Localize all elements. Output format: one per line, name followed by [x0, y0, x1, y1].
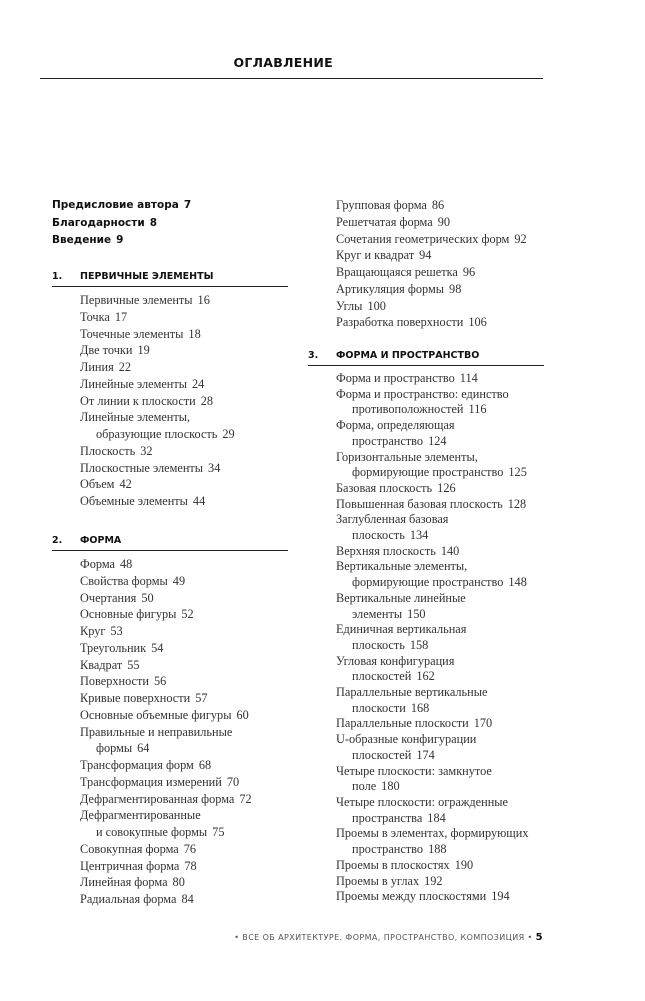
entry-title-line — [336, 264, 544, 281]
entry-title-text: пространство — [352, 433, 424, 448]
toc-entry[interactable] — [336, 314, 544, 331]
entry-title-line — [80, 657, 288, 674]
entry-page: 90 — [437, 214, 451, 229]
entry-title-text: плоскость — [352, 528, 405, 543]
toc-entry[interactable] — [80, 409, 288, 443]
entry-page: 42 — [119, 477, 132, 492]
entry-title-text: Трансформация форм — [80, 758, 194, 772]
entry-title-line — [336, 811, 544, 827]
entry-title-text: Точка — [80, 309, 110, 324]
front-matter — [52, 197, 288, 250]
entry-title-line — [80, 556, 288, 573]
entry-page: 140 — [440, 543, 460, 558]
entry-title-line — [336, 371, 544, 387]
section-number: 3. — [308, 350, 319, 361]
entry-title-line — [80, 326, 288, 343]
entry-page: 17 — [114, 309, 128, 324]
entry-page: 44 — [192, 494, 206, 508]
entry-page: 94 — [419, 248, 432, 263]
entry-title-line — [336, 247, 544, 264]
toc-entries — [308, 197, 544, 331]
entry-title-line — [80, 292, 288, 309]
toc-entry[interactable] — [80, 690, 288, 707]
entry-page: 60 — [236, 707, 249, 722]
toc-entry[interactable] — [80, 342, 288, 359]
entry-title-text: пространство — [352, 842, 424, 857]
entry-title-text: и совокупные формы — [96, 825, 208, 839]
entry-title-line — [80, 393, 288, 410]
entry-title-line: Вертикальные линейные — [336, 590, 466, 605]
section-number: 2. — [52, 535, 63, 546]
entry-title-line — [336, 298, 544, 315]
entry-page: 48 — [119, 557, 133, 571]
entry-title-text: Разработка поверхности — [336, 315, 464, 330]
toc-entry[interactable] — [80, 891, 288, 908]
entry-page: 116 — [468, 402, 487, 417]
toc-entry[interactable] — [336, 371, 544, 387]
entry-title-text: Проемы в углах — [336, 873, 420, 888]
toc-entry[interactable] — [336, 889, 544, 905]
entry-title-line: Правильные и неправильные — [80, 724, 233, 739]
front-matter-entry[interactable] — [52, 197, 288, 215]
toc-entry[interactable] — [80, 292, 288, 309]
entry-page: 75 — [212, 825, 225, 839]
entry-title-line — [336, 842, 544, 858]
entry-page: 80 — [172, 875, 185, 890]
entry-page: 28 — [200, 393, 214, 408]
entry-title-line — [80, 757, 288, 774]
toc-entry[interactable] — [336, 512, 544, 543]
entry-page: 50 — [141, 590, 154, 605]
entry-title-text: Линия — [80, 360, 114, 374]
entry-title-line: Форма и пространство: единство — [336, 386, 509, 401]
toc-entry[interactable] — [80, 640, 288, 657]
entry-title-line — [336, 214, 544, 231]
toc-entry[interactable] — [80, 460, 288, 477]
toc-entry[interactable] — [336, 858, 544, 874]
entry-title-line — [80, 309, 288, 326]
entry-title-line — [80, 359, 288, 376]
entry-page: 126 — [437, 480, 456, 495]
entry-title: Введение — [52, 234, 112, 246]
entry-page: 76 — [183, 841, 197, 856]
entry-title-text: Верхняя плоскость — [336, 543, 436, 558]
entry-title-text: Очертания — [80, 590, 137, 605]
entry-title-text: плоскости — [352, 700, 406, 715]
toc-entry[interactable] — [336, 685, 544, 716]
entry-title-line — [336, 281, 544, 298]
entry-title-line — [80, 476, 288, 493]
entry-title-text: плоскость — [352, 637, 405, 652]
entry-title-text: Свойства формы — [80, 573, 168, 588]
entry-title-line — [80, 342, 288, 359]
entry-title-text: Линейная форма — [80, 875, 168, 890]
toc-entry[interactable] — [336, 418, 544, 449]
entry-title-text: Кривые поверхности — [80, 691, 191, 705]
entry-title-line — [336, 716, 544, 732]
entry-page: 7 — [183, 199, 192, 211]
toc-entry[interactable] — [80, 443, 288, 460]
entry-title-line — [80, 606, 288, 623]
entry-title-line — [336, 197, 544, 214]
entry-page: 168 — [410, 700, 430, 715]
entry-page: 18 — [188, 326, 201, 341]
entry-page: 70 — [226, 774, 240, 789]
entry-page: 16 — [197, 293, 210, 307]
entry-title-text: элементы — [352, 606, 403, 621]
toc-entry[interactable] — [336, 231, 544, 248]
toc-entry[interactable] — [336, 197, 544, 214]
entry-title-line — [80, 891, 288, 908]
entry-title-line: Проемы в элементах, формирующих — [336, 826, 529, 841]
toc-entry[interactable] — [336, 716, 544, 732]
entry-title-text: Форма — [80, 557, 115, 571]
section-heading — [308, 350, 544, 366]
entry-page: 158 — [409, 637, 429, 652]
section-heading — [52, 535, 288, 551]
entry-page: 134 — [409, 528, 429, 543]
toc-entries — [52, 292, 288, 510]
entry-title-text: Поверхности — [80, 674, 149, 689]
toc-entry[interactable] — [80, 476, 288, 493]
toc-entry[interactable] — [336, 497, 544, 513]
entry-title-text: Проемы в плоскостях — [336, 857, 450, 872]
entry-title-text: Основные объемные фигуры — [80, 707, 232, 722]
toc-entry[interactable] — [336, 264, 544, 281]
entry-page: 190 — [454, 857, 474, 872]
entry-title-text: плоскостей — [352, 669, 412, 684]
entry-title-line: U-образные конфигурации — [336, 732, 477, 747]
entry-page: 54 — [151, 640, 164, 655]
toc-entry[interactable] — [336, 874, 544, 890]
entry-title-line — [80, 707, 288, 724]
toc-entry[interactable] — [80, 590, 288, 607]
entry-title-line — [336, 231, 544, 248]
entry-title-line — [80, 376, 288, 393]
toc-entry[interactable] — [336, 795, 544, 826]
entry-title-text: Квадрат — [80, 657, 123, 672]
entry-page: 162 — [416, 669, 435, 684]
entry-page: 184 — [427, 810, 446, 825]
entry-title-text: Объемные элементы — [80, 494, 188, 508]
toc-entry[interactable] — [336, 764, 544, 795]
entry-title-line — [80, 443, 288, 460]
entry-page: 84 — [181, 892, 194, 906]
entry-title-text: Основные фигуры — [80, 607, 177, 622]
entry-title-text: образующие плоскость — [96, 427, 218, 441]
entry-title-line — [336, 481, 544, 497]
entry-title-text: Центричная форма — [80, 858, 180, 873]
entry-title-text: Линейные элементы — [80, 376, 188, 391]
entry-title-line — [80, 824, 288, 841]
entry-page: 29 — [222, 427, 235, 441]
toc-entry[interactable] — [80, 623, 288, 640]
entry-title-text: Объем — [80, 477, 115, 492]
entry-title-text: Углы — [336, 298, 363, 313]
entry-title: Благодарности — [52, 216, 145, 229]
entry-title-line — [80, 426, 288, 443]
toc-entry[interactable] — [80, 724, 288, 758]
entry-title-text: Плоскость — [80, 443, 136, 458]
entry-title-line — [336, 858, 544, 874]
entry-page: 174 — [416, 747, 435, 762]
section-number: 1. — [52, 271, 63, 282]
entry-title-line — [80, 460, 288, 477]
entry-page: 106 — [468, 315, 487, 330]
entry-title-text: Совокупная форма — [80, 841, 179, 856]
entry-title-line — [336, 638, 544, 654]
entry-title-line — [336, 314, 544, 331]
entry-title-line: Заглубленная базовая — [336, 512, 449, 527]
toc-entry[interactable] — [80, 573, 288, 590]
entry-title-line — [336, 465, 544, 481]
entry-title-line — [336, 544, 544, 560]
entry-title-line: Вертикальные элементы, — [336, 559, 468, 574]
entry-page: 72 — [239, 791, 252, 806]
entry-page: 194 — [491, 889, 510, 904]
entry-page: 24 — [192, 376, 205, 391]
toc-entry[interactable] — [80, 556, 288, 573]
entry-title-text: Групповая форма — [336, 198, 427, 212]
entry-title-text: Базовая плоскость — [336, 480, 433, 495]
section-1 — [52, 271, 288, 510]
toc-entry[interactable] — [80, 774, 288, 791]
toc-entry[interactable] — [80, 673, 288, 690]
entry-page: 22 — [118, 360, 132, 374]
entry-page: 188 — [428, 842, 447, 857]
entry-title-line: Дефрагментированные — [80, 808, 201, 823]
entry-title-line — [80, 640, 288, 657]
toc-entry[interactable] — [80, 858, 288, 875]
toc-entry[interactable] — [336, 481, 544, 497]
entry-title-line — [80, 791, 288, 808]
entry-page: 9 — [116, 234, 124, 246]
entry-title-line — [336, 528, 544, 544]
section-2 — [52, 535, 288, 908]
entry-title-line — [336, 701, 544, 717]
entry-title-line: Форма, определяющая — [336, 418, 455, 433]
entry-title-line: Линейные элементы, — [80, 410, 191, 425]
entry-page: 96 — [462, 265, 476, 279]
toc-entry[interactable] — [336, 591, 544, 622]
entry-title-text: Первичные элементы — [80, 293, 193, 307]
entry-page: 86 — [431, 198, 445, 212]
entry-title-text: пространства — [352, 810, 423, 825]
title-rule — [40, 78, 543, 79]
entry-title-text: плоскостей — [352, 747, 412, 762]
entry-page: 124 — [428, 433, 447, 448]
entry-title-line: Четыре плоскости: огражденные — [336, 794, 508, 809]
toc-entry[interactable] — [80, 757, 288, 774]
section-title: ПЕРВИЧНЫЕ ЭЛЕМЕНТЫ — [80, 271, 214, 282]
entry-page: 125 — [508, 465, 527, 480]
entry-title-line — [336, 748, 544, 764]
entry-title-text: Решетчатая форма — [336, 214, 433, 229]
toc-entry[interactable] — [336, 559, 544, 590]
entry-page: 32 — [140, 443, 153, 458]
entry-title-text: противоположностей — [352, 402, 464, 417]
section-2-continued — [308, 197, 544, 331]
entry-page: 78 — [184, 858, 197, 873]
entry-title-line: Параллельные вертикальные — [336, 685, 488, 700]
entry-title-text: Треугольник — [80, 640, 147, 655]
entry-page: 148 — [508, 575, 527, 590]
entry-page: 19 — [137, 343, 150, 358]
front-matter-entry[interactable] — [52, 215, 288, 233]
entry-title-text: Две точки — [80, 343, 133, 358]
entry-title-line — [336, 669, 544, 685]
toc-entry[interactable] — [80, 376, 288, 393]
entry-page: 8 — [149, 216, 158, 229]
toc-entry[interactable] — [336, 214, 544, 231]
toc-entries — [52, 556, 288, 908]
entry-title-text: Радиальная форма — [80, 892, 177, 906]
entry-title-text: Круг и квадрат — [336, 248, 415, 263]
toc-entries — [308, 371, 544, 905]
entry-page: 52 — [181, 607, 194, 622]
toc-entry[interactable] — [80, 807, 288, 841]
entry-title-line — [80, 874, 288, 891]
entry-page: 53 — [110, 624, 123, 638]
toc-entry[interactable] — [336, 281, 544, 298]
entry-page: 92 — [514, 231, 527, 246]
entry-title-line — [336, 575, 544, 591]
entry-title-line — [336, 889, 544, 905]
toc-entry[interactable] — [336, 247, 544, 264]
entry-title-text: Форма и пространство — [336, 371, 455, 385]
entry-title-line — [336, 874, 544, 890]
entry-title-line — [80, 493, 288, 510]
front-matter-entry[interactable] — [52, 232, 288, 250]
entry-page: 150 — [407, 606, 426, 621]
entry-page: 114 — [459, 371, 478, 385]
entry-page: 64 — [137, 741, 150, 756]
toc-entry[interactable] — [336, 622, 544, 653]
entry-title-text: Дефрагментированная форма — [80, 791, 235, 806]
toc-entry[interactable] — [80, 707, 288, 724]
toc-entry[interactable] — [336, 544, 544, 560]
toc-entry[interactable] — [80, 841, 288, 858]
entry-title-text: От линии к плоскости — [80, 393, 196, 408]
entry-title-text: Артикуляция формы — [336, 281, 445, 296]
entry-title-line — [336, 434, 544, 450]
entry-title-text: Повышенная базовая плоскость — [336, 496, 503, 511]
entry-title-line — [80, 573, 288, 590]
entry-title-line — [80, 841, 288, 858]
toc-entry[interactable] — [336, 387, 544, 418]
toc-entry[interactable] — [80, 359, 288, 376]
entry-page: 170 — [473, 716, 493, 731]
entry-title-text: Точечные элементы — [80, 326, 184, 341]
entry-page: 68 — [198, 758, 212, 772]
entry-page: 34 — [208, 460, 221, 475]
entry-title-text: Вращающаяся решетка — [336, 265, 458, 279]
section-3 — [308, 350, 544, 905]
section-title: ФОРМА И ПРОСТРАНСТВО — [336, 350, 480, 361]
entry-title-line — [336, 779, 544, 795]
entry-title-line — [80, 690, 288, 707]
entry-title-line: Четыре плоскости: замкнутое — [336, 763, 492, 778]
entry-title-line: Горизонтальные элементы, — [336, 449, 478, 464]
page-title-text: ОГЛАВЛЕНИЕ — [233, 55, 333, 70]
entry-page: 49 — [172, 573, 186, 588]
toc-entry[interactable] — [80, 326, 288, 343]
section-title: ФОРМА — [80, 535, 122, 546]
page-number: 5 — [535, 932, 543, 943]
entry-title-line: Единичная вертикальная — [336, 622, 467, 637]
toc-entry[interactable] — [80, 493, 288, 510]
toc-entry[interactable] — [336, 450, 544, 481]
entry-title-text: Сочетания геометрических форм — [336, 231, 510, 246]
toc-entry[interactable] — [336, 298, 544, 315]
entry-page: 55 — [127, 657, 140, 672]
toc-entry[interactable] — [336, 826, 544, 857]
toc-entry[interactable] — [80, 309, 288, 326]
entry-page: 98 — [449, 281, 462, 296]
entry-title-line — [80, 673, 288, 690]
entry-title-text: формирующие пространство — [352, 575, 504, 590]
entry-title-text: Проемы между плоскостями — [336, 889, 487, 904]
section-heading — [52, 271, 288, 287]
entry-title-text: Трансформация измерений — [80, 774, 222, 789]
entry-title-line — [80, 774, 288, 791]
footer-running-title: • ВСЕ ОБ АРХИТЕКТУРЕ. ФОРМА, ПРОСТРАНСТВО, КОМПОЗИЦИЯ • — [234, 933, 533, 942]
entry-title: Предисловие автора — [52, 199, 179, 211]
entry-title-line — [80, 740, 288, 757]
entry-title-line — [336, 402, 544, 418]
entry-title-line — [80, 623, 288, 640]
entry-page: 192 — [424, 873, 443, 888]
toc-entry[interactable] — [80, 606, 288, 623]
toc-entry[interactable] — [80, 657, 288, 674]
entry-title-text: формы — [96, 741, 133, 756]
entry-title-text: формирующие пространство — [352, 465, 504, 480]
entry-title-text: Круг — [80, 624, 106, 638]
entry-title-text: поле — [352, 779, 377, 794]
entry-page: 128 — [507, 496, 527, 511]
entry-title-line — [336, 497, 544, 513]
entry-title-line — [336, 607, 544, 623]
entry-title-line — [80, 590, 288, 607]
toc-entry[interactable] — [336, 654, 544, 685]
entry-page: 180 — [381, 779, 400, 794]
entry-title-text: Параллельные плоскости — [336, 716, 469, 731]
toc-entry[interactable] — [80, 874, 288, 891]
entry-title-line — [80, 858, 288, 875]
page-title — [40, 55, 543, 70]
entry-page: 57 — [195, 691, 208, 705]
toc-entry[interactable] — [80, 393, 288, 410]
entry-title-line: Угловая конфигурация — [336, 653, 455, 668]
entry-page: 100 — [367, 298, 386, 313]
toc-entry[interactable] — [336, 732, 544, 763]
entry-page: 56 — [153, 674, 167, 689]
page-footer — [234, 932, 543, 943]
toc-entry[interactable] — [80, 791, 288, 808]
entry-title-text: Плоскостные элементы — [80, 460, 204, 475]
